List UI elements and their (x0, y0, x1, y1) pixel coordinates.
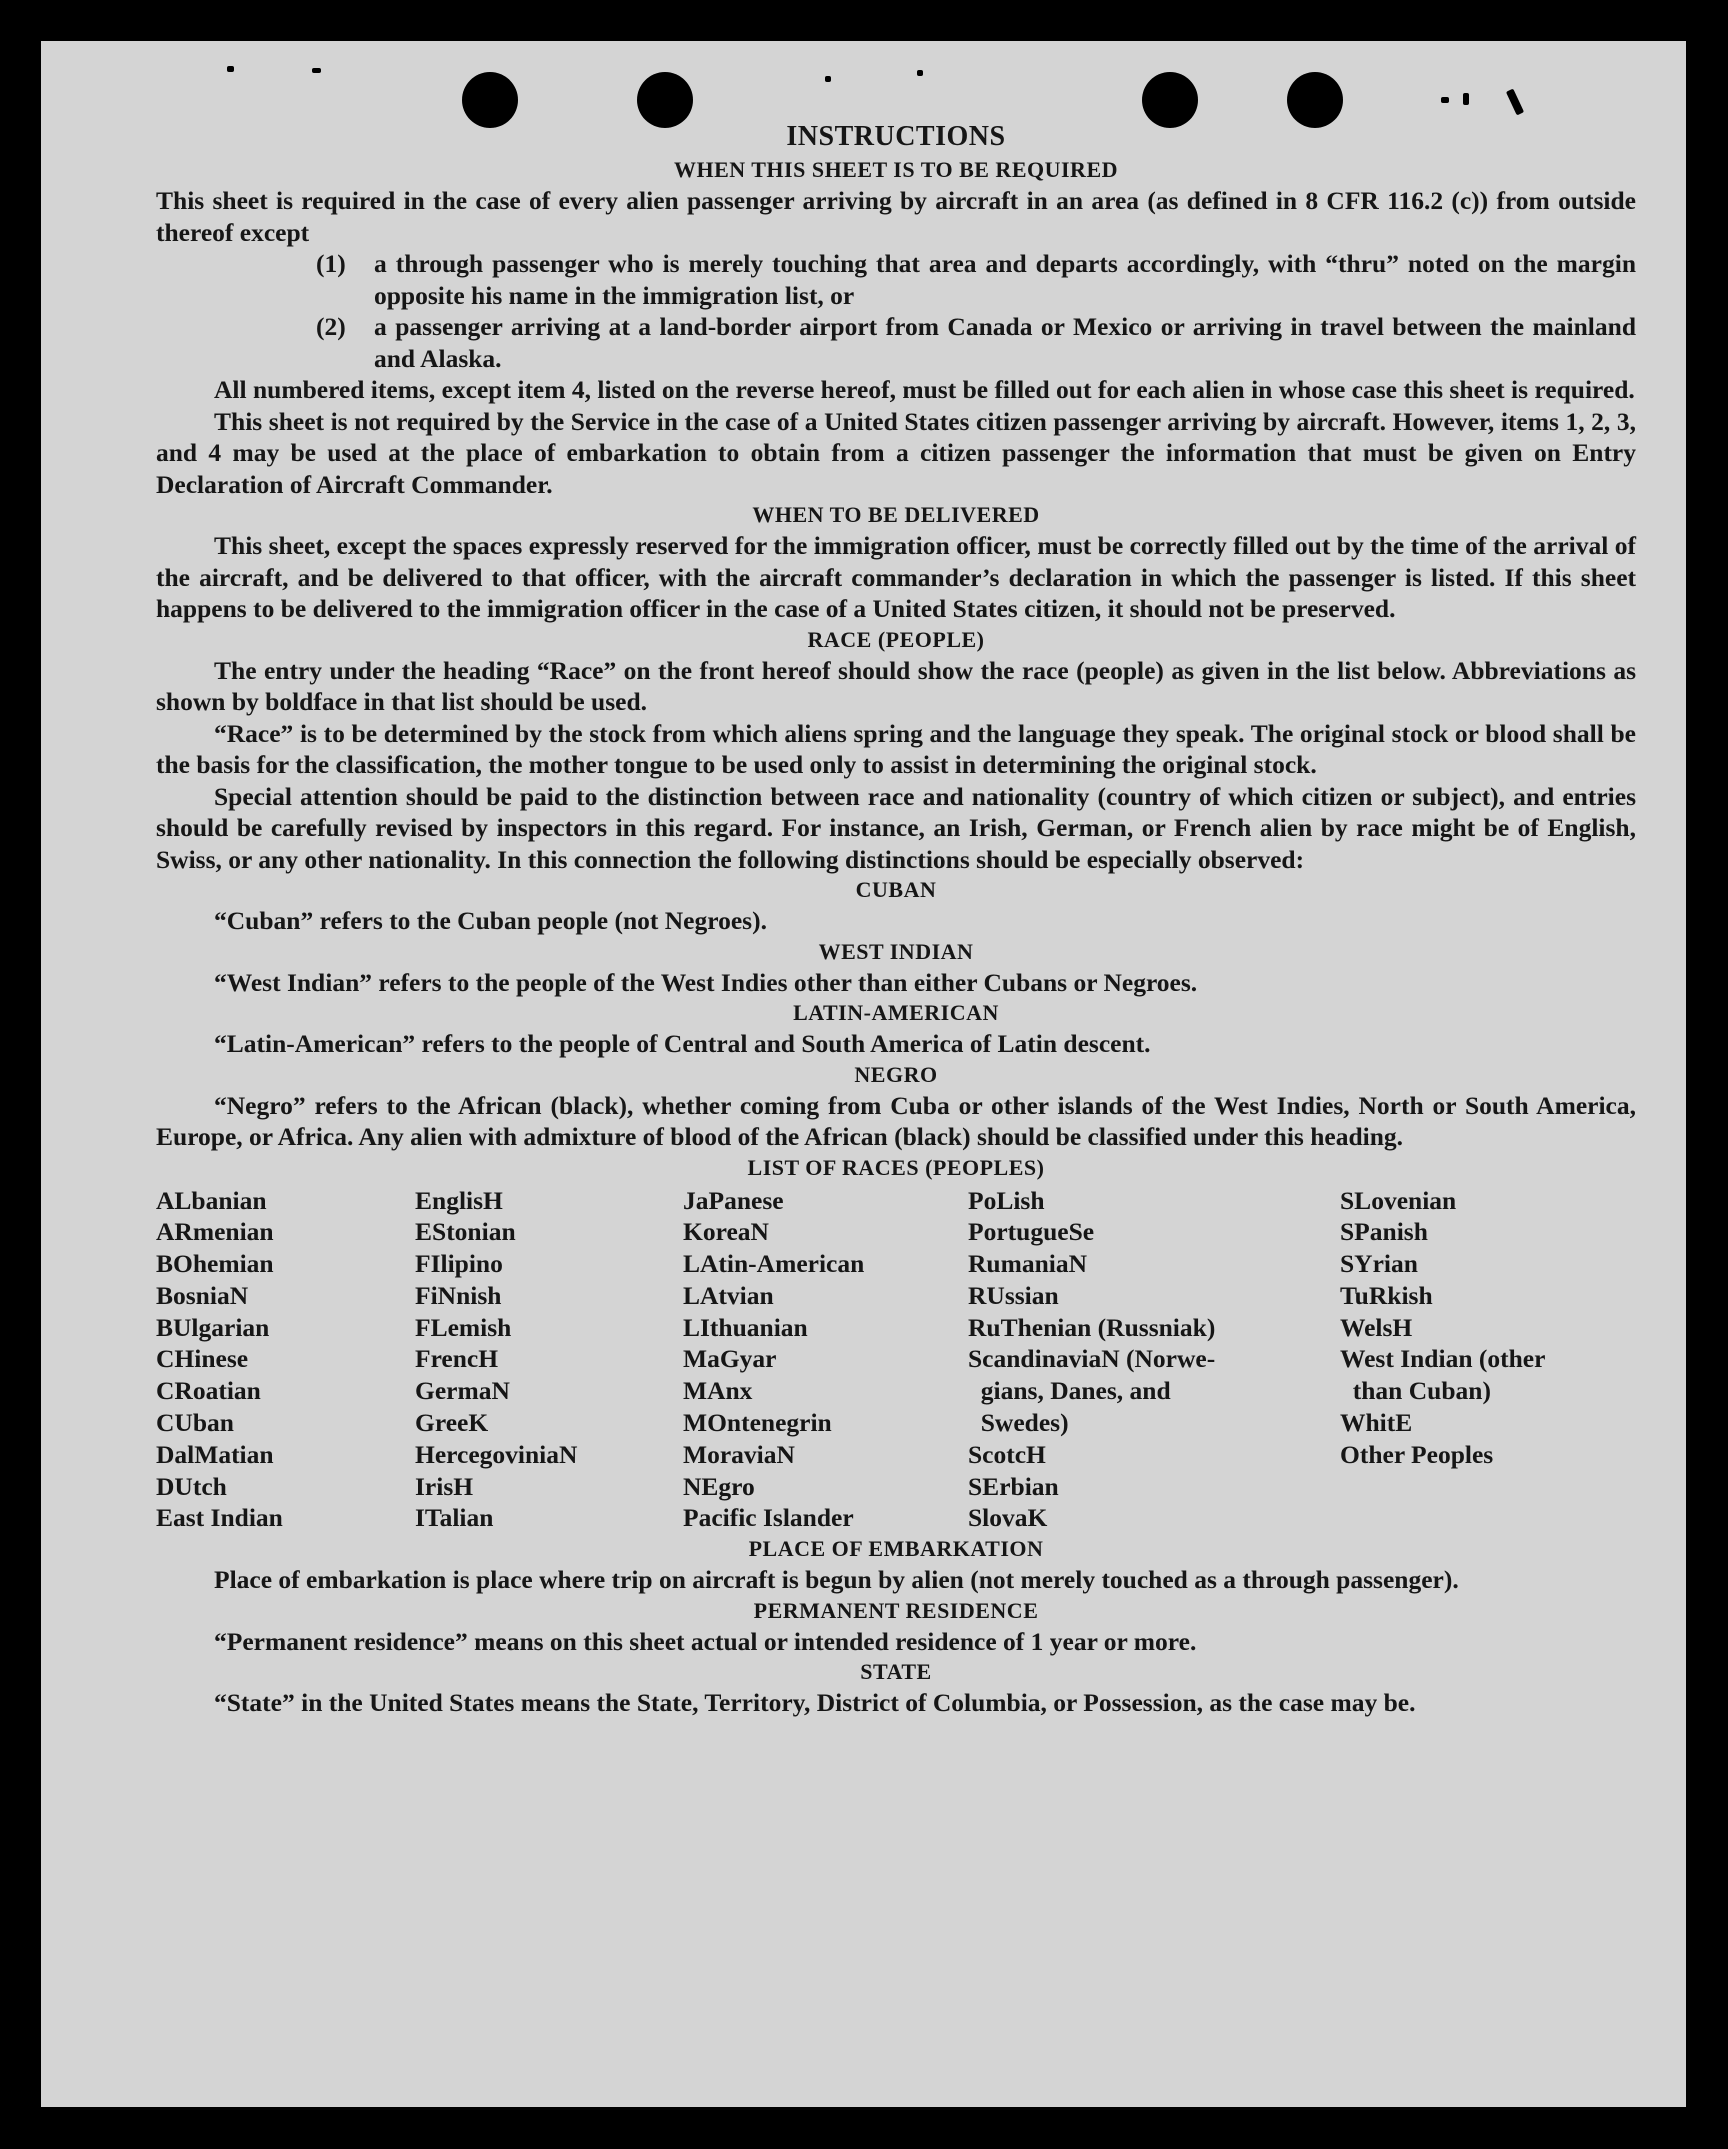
paragraph: Place of embarkation is place where trip on aircraft is begun by alien (not merely touched as a through passenger). (214, 1565, 1459, 1595)
race-entry: JaPanese (683, 1185, 784, 1215)
races-list (156, 1185, 1636, 1535)
race-entry: SLovenian (1340, 1185, 1457, 1215)
race-entry: KoreaN (683, 1217, 769, 1247)
race-entry: ScandinaviaN (Norwe- (968, 1344, 1216, 1374)
race-entry: FIlipino (415, 1249, 503, 1279)
races-column (415, 1185, 683, 1535)
race-entry: West Indian (other (1340, 1344, 1546, 1374)
race-entry: PoLish (968, 1185, 1045, 1215)
race-entry: BUlgarian (156, 1312, 270, 1342)
race-entry: GermaN (415, 1376, 510, 1406)
race-entry: CUban (156, 1408, 234, 1438)
race-entry: EnglisH (415, 1185, 503, 1215)
race-entry: TuRkish (1340, 1280, 1433, 1310)
race-entry: ARmenian (156, 1217, 274, 1247)
section-title-residence: PERMANENT RESIDENCE (753, 1597, 1039, 1623)
race-entry: than Cuban) (1340, 1376, 1491, 1406)
ink-speck (312, 68, 321, 73)
item-text: a through passenger who is merely touching that area and departs accordingly, with “thru” noted on the margin opposite his name in the immigration list, or (374, 249, 1636, 310)
item-number: (1) (316, 249, 346, 278)
paragraph: “Negro” refers to the African (black), whether coming from Cuba or other islands of the West Indies, North or South America, Europe, or Africa. Any alien with admixture of blood of the African (black) should be classified under this heading. (156, 1090, 1636, 1151)
list-item (156, 311, 1636, 374)
race-entry: East Indian (156, 1503, 283, 1533)
race-entry: FrencH (415, 1344, 499, 1374)
race-entry: RUssian (968, 1280, 1059, 1310)
ink-speck (227, 66, 234, 72)
race-entry: EStonian (415, 1217, 516, 1247)
race-entry: WelsH (1340, 1312, 1413, 1342)
race-entry: Other Peoples (1340, 1439, 1494, 1469)
paragraph: “State” in the United States means the State, Territory, District of Columbia, or Possession, as the case may be. (214, 1688, 1416, 1718)
paragraph: “West Indian” refers to the people of the West Indies other than either Cubans or Negroes. (214, 967, 1198, 997)
races-column (1340, 1185, 1636, 1535)
section-title-delivered: WHEN TO BE DELIVERED (752, 502, 1040, 527)
race-entry: ITalian (415, 1503, 494, 1533)
races-column (968, 1185, 1340, 1535)
race-entry: SlovaK (968, 1503, 1048, 1533)
paragraph: This sheet, except the spaces expressly reserved for the immigration officer, must be correctly filled out by the time of the arrival of the aircraft, and be delivered to that officer, with the aircraft commander’s declaration in which the passenger is listed. If this sheet happens to be delivered to the immigration officer in the case of a United States citizen, it should not be preserved. (156, 531, 1636, 623)
races-column (683, 1185, 968, 1535)
race-entry: BOhemian (156, 1249, 274, 1279)
section-title-embarkation: PLACE OF EMBARKATION (748, 1536, 1044, 1562)
race-entry: MaGyar (683, 1344, 777, 1374)
race-entry: MoraviaN (683, 1439, 795, 1469)
list-item (156, 248, 1636, 311)
race-entry: SErbian (968, 1471, 1059, 1501)
section-title-latin-american: LATIN-AMERICAN (793, 1000, 999, 1025)
race-entry: CHinese (156, 1344, 249, 1374)
ink-speck (917, 70, 923, 76)
section-title-state: STATE (860, 1659, 932, 1685)
paragraph: “Permanent residence” means on this sheet actual or intended residence of 1 year or more. (214, 1626, 1197, 1656)
paragraph: Special attention should be paid to the distinction between race and nationality (country of which citizen or subject), and entries should be carefully revised by inspectors in this regard. For instance, an Irish, German, or French alien by race might be of English, Swiss, or any other nationality. In this connection the following distinctions should be especially observed: (156, 781, 1636, 874)
race-entry: SYrian (1340, 1249, 1418, 1279)
ink-speck (1506, 89, 1524, 116)
paragraph: “Race” is to be determined by the stock from which aliens spring and the language they speak. The original stock or blood shall be the basis for the classification, the mother tongue to be used only to assist in determining the original stock. (156, 718, 1636, 779)
race-entry: MOntenegrin (683, 1408, 832, 1438)
item-text: a passenger arriving at a land-border airport from Canada or Mexico or arriving in travel between the mainland and Alaska. (374, 312, 1636, 373)
races-column (156, 1185, 415, 1535)
race-entry: LAtin-American (683, 1249, 865, 1279)
race-entry: RumaniaN (968, 1249, 1088, 1279)
race-entry: Swedes) (968, 1408, 1069, 1438)
paragraph: All numbered items, except item 4, listed on the reverse hereof, must be filled out for each alien in whose case this sheet is required. (214, 375, 1635, 404)
race-entry: BosniaN (156, 1280, 249, 1310)
section-title-race: RACE (PEOPLE) (807, 626, 985, 652)
section-title-required: WHEN THIS SHEET IS TO BE REQUIRED (673, 157, 1119, 182)
section-title-west-indian: WEST INDIAN (818, 938, 974, 964)
race-entry: WhitE (1340, 1408, 1413, 1438)
race-entry: PortugueSe (968, 1217, 1095, 1247)
item-number: (2) (316, 312, 346, 341)
race-entry: LIthuanian (683, 1312, 808, 1342)
document-sheet (41, 41, 1686, 2107)
ink-speck (825, 76, 831, 82)
section-title-negro: NEGRO (854, 1061, 938, 1087)
ink-speck (1441, 97, 1449, 103)
race-entry: DUtch (156, 1471, 227, 1501)
race-entry: gians, Danes, and (968, 1376, 1171, 1406)
race-entry: FLemish (415, 1312, 512, 1342)
race-entry: HercegoviniaN (415, 1439, 578, 1469)
race-entry: IrisH (415, 1471, 474, 1501)
race-entry: ScotcH (968, 1439, 1046, 1469)
race-entry: Pacific Islander (683, 1503, 854, 1533)
race-entry: FiNnish (415, 1280, 502, 1310)
race-entry: ALbanian (156, 1185, 267, 1215)
race-entry: LAtvian (683, 1280, 774, 1310)
ink-speck (1463, 93, 1469, 105)
paragraph: “Cuban” refers to the Cuban people (not Negroes). (214, 906, 767, 935)
paragraph: The entry under the heading “Race” on the front hereof should show the race (people) as given in the list below. Abbreviations as shown by boldface in that list should be used. (156, 655, 1636, 716)
race-entry: DalMatian (156, 1439, 274, 1469)
page-title: INSTRUCTIONS (786, 121, 1006, 152)
race-entry: CRoatian (156, 1376, 261, 1406)
paragraph: “Latin-American” refers to the people of Central and South America of Latin descent. (214, 1029, 1151, 1058)
paragraph: This sheet is not required by the Service in the case of a United States citizen passenger arriving by aircraft. However, items 1, 2, 3, and 4 may be used at the place of embarkation to obtain from a citizen passenger the information that must be given on Entry Declaration of Aircraft Commander. (156, 406, 1636, 499)
race-entry: RuThenian (Russniak) (968, 1312, 1216, 1342)
race-entry: SPanish (1340, 1217, 1428, 1247)
instructions-content (156, 119, 1636, 1719)
race-entry: NEgro (683, 1471, 755, 1501)
paragraph: This sheet is required in the case of every alien passenger arriving by aircraft in an area (as defined in 8 CFR 116.2 (c)) from outside thereof except (156, 186, 1636, 247)
section-title-races-list: LIST OF RACES (PEOPLES) (747, 1154, 1045, 1180)
race-entry: GreeK (415, 1408, 489, 1438)
section-title-cuban: CUBAN (855, 877, 937, 902)
race-entry: MAnx (683, 1376, 753, 1406)
